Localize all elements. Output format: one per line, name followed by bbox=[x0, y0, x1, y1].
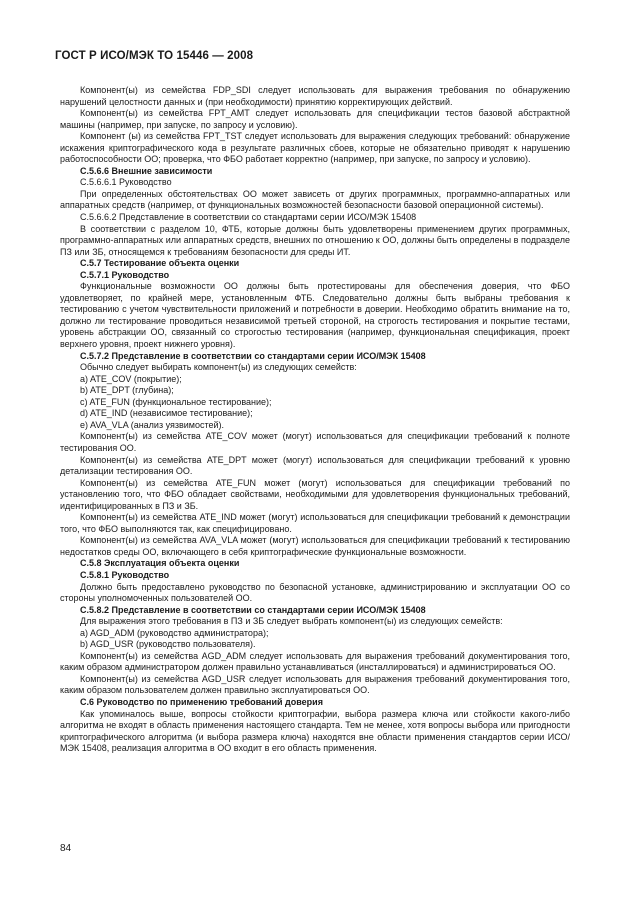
paragraph: Компонент(ы) из семейства ATE_COV может (могут) использоваться для спецификации требований к полноте тестирования ОО. bbox=[60, 431, 570, 453]
section-heading: С.5.8.1 Руководство bbox=[80, 569, 170, 580]
running-header: ГОСТ Р ИСО/МЭК ТО 15446 — 2008 bbox=[55, 50, 254, 62]
paragraph: С.5.6.6.2 Представление в соответствии со стандартами серии ИСО/МЭК 15408 bbox=[80, 212, 417, 223]
paragraph: Компонент (ы) из семейства FPT_TST следует использовать для выражения следующих требований: обнаружение искажения криптографического кода в результате различных сбоев, которые не обязательно приводят к нарушению работоспособности ОО; проверка, что ФБО работает корректно (например, при запуске, по запросу и условию). bbox=[60, 131, 570, 165]
paragraph: b) AGD_USR (руководство пользователя). bbox=[80, 639, 256, 650]
section-heading: С.5.7 Тестирование объекта оценки bbox=[80, 258, 240, 269]
document-body bbox=[60, 85, 570, 755]
paragraph: a) ATE_COV (покрытие); bbox=[80, 373, 182, 384]
paragraph: Компонент(ы) из семейства ATE_FUN может (могут) использоваться для спецификации требований по установлению того, что ФБО обладает свойствами, необходимыми для удовлетворения функциональных требований, идентифицированных в ПЗ и ЗБ. bbox=[60, 477, 570, 511]
paragraph: a) AGD_ADM (руководство администратора); bbox=[80, 627, 269, 638]
paragraph: Должно быть предоставлено руководство по безопасной установке, администрированию и эксплуатации ОО со стороны уполномоченных пользователей ОО. bbox=[60, 581, 570, 604]
section-heading: С.6 Руководство по применению требований доверия bbox=[80, 696, 323, 707]
paragraph: d) ATE_IND (независимое тестирование); bbox=[80, 408, 253, 419]
paragraph: Компонент(ы) из семейства ATE_DPT может (могут) использоваться для спецификации требований к уровню детализации тестирования ОО. bbox=[60, 454, 570, 477]
paragraph: Компонент(ы) из семейства AGD_USR следует использовать для выражения требований документирования того, каким образом пользователем должен правильно эксплуатироваться ОО. bbox=[60, 673, 570, 696]
paragraph: В соответствии с разделом 10, ФТБ, которые должны быть удовлетворены применением других программных, программно-аппаратных или аппаратных средств, внешних по отношению к ОО, должны быть определены в подразделе ПЗ или ЗБ, относящемся к требованиям безопасности для среды ИТ. bbox=[60, 223, 570, 257]
paragraph: Компонент(ы) из семейства AGD_ADM следует использовать для выражения требований документирования того, каким образом администратором должен правильно устанавливаться (инсталлироваться) и администрироваться ОО. bbox=[60, 650, 570, 673]
section-heading: С.5.7.2 Представление в соответствии со стандартами серии ИСО/МЭК 15408 bbox=[80, 350, 426, 361]
paragraph: Как упоминалось выше, вопросы стойкости криптографии, выбора размера ключа или стойкости какого-либо алгоритма не входят в область применения настоящего стандарта. Тем не менее, хотя вопросы выбора или пригодности криптографического алгоритма (и выбора размера ключа) находятся вне области применения стандартов серии ИСО/МЭК 15408, реализация алгоритма в ОО входит в его область применения. bbox=[60, 708, 570, 754]
paragraph: c) ATE_FUN (функциональное тестирование); bbox=[80, 396, 272, 407]
paragraph: Компонент(ы) из семейства ATE_IND может (могут) использоваться для спецификации требований к демонстрации того, что ФБО выполняются так, как специфицировано. bbox=[60, 512, 570, 534]
paragraph: Обычно следует выбирать компонент(ы) из следующих семейств: bbox=[80, 362, 357, 373]
paragraph: Компонент(ы) из семейства FPT_AMT следует использовать для спецификации тестов базовой абстрактной машины (например, при запуске, по запросу и условию). bbox=[60, 108, 570, 130]
paragraph: При определенных обстоятельствах ОО может зависеть от других программных, программно-аппаратных или аппаратных средств (например, от функциональных возможностей безопасности базовой операционной системы). bbox=[60, 188, 570, 211]
section-heading: С.5.7.1 Руководство bbox=[80, 269, 170, 280]
section-heading: С.5.8.2 Представление в соответствии со стандартами серии ИСО/МЭК 15408 bbox=[80, 604, 426, 615]
paragraph: Компонент(ы) из семейства FDP_SDI следует использовать для выражения требования по обнаружению нарушений целостности данных и (при необходимости) принятию корректирующих действий. bbox=[60, 85, 570, 107]
paragraph: b) ATE_DPT (глубина); bbox=[80, 385, 174, 396]
section-heading: С.5.8 Эксплуатация объекта оценки bbox=[80, 558, 240, 569]
section-heading: С.5.6.6 Внешние зависимости bbox=[80, 165, 213, 176]
paragraph: Для выражения этого требования в ПЗ и ЗБ следует выбрать компонент(ы) из следующих семейств: bbox=[80, 616, 503, 627]
page-number: 84 bbox=[60, 843, 72, 854]
paragraph: С.5.6.6.1 Руководство bbox=[80, 177, 172, 188]
paragraph: Функциональные возможности ОО должны быть протестированы для обеспечения доверия, что ФБО удовлетворяет, по крайней мере, установленным ФТБ. Следовательно должны быть выбраны требования к тестированию с учетом чувствительности приложений и потребности в доверии. Необходимо обратить внимание на то, должно ли тестирование проводиться независимой третьей стороной, на строгость тестирования и покрытие тестами, уровень абстракции ОО, связанный со строгостью тестирования (например, функциональная спецификация, проект верхнего уровня, проект нижнего уровня). bbox=[60, 281, 570, 350]
paragraph: e) AVA_VLA (анализ уязвимостей). bbox=[80, 419, 225, 430]
paragraph: Компонент(ы) из семейства AVA_VLA может (могут) использоваться для спецификации требований к тестированию недостатков среды ОО, включающего в себя криптографические функциональные возможности. bbox=[60, 535, 570, 557]
